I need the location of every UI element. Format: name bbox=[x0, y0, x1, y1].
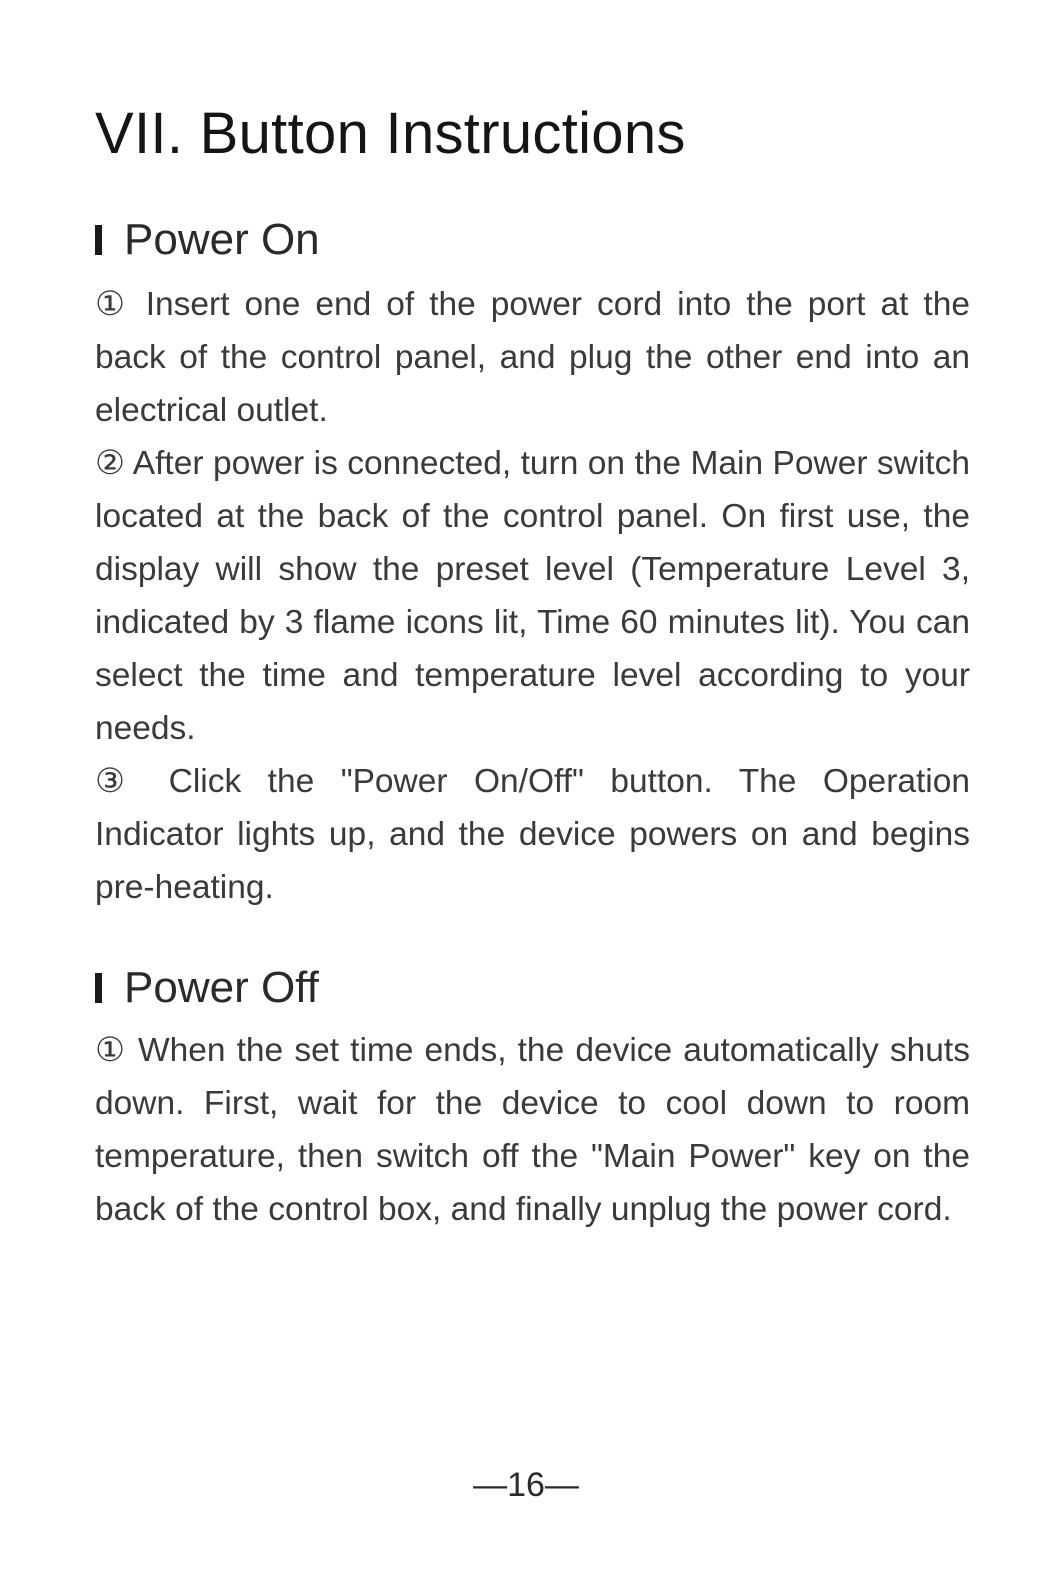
power-on-step-1: ① Insert one end of the power cord into the port at the back of the control panel, and plug the other end into an electrical outlet. bbox=[95, 286, 970, 429]
section-marker-bar bbox=[95, 225, 102, 255]
page-number: —16— bbox=[473, 1466, 579, 1504]
section-title-power-off: Power Off bbox=[124, 963, 319, 1012]
section-power-off bbox=[95, 960, 970, 1236]
power-on-step-2: ② After power is connected, turn on the Main Power switch located at the back of the control panel. On first use, the display will show the preset level (Temperature Level 3, indicated by 3 flame icons lit, Time 60 minutes lit). You can select the time and temperature level according to your needs. bbox=[95, 445, 970, 747]
power-off-step-1: ① When the set time ends, the device automatically shuts down. First, wait for the device to cool down to room temperature, then switch off the "Main Power" key on the back of the control box, and finally unplug the power cord. bbox=[95, 1032, 970, 1228]
section-heading bbox=[95, 212, 970, 268]
page-title: VII. Button Instructions bbox=[95, 101, 686, 166]
section-marker-bar bbox=[95, 973, 102, 1003]
section-title-power-on: Power On bbox=[124, 215, 320, 264]
section-heading bbox=[95, 960, 970, 1016]
section-power-on bbox=[95, 212, 970, 914]
section-body bbox=[95, 1024, 970, 1236]
section-body bbox=[95, 278, 970, 914]
power-on-step-3: ③ Click the "Power On/Off" button. The Operation Indicator lights up, and the device powers on and begins pre-heating. bbox=[95, 763, 970, 906]
